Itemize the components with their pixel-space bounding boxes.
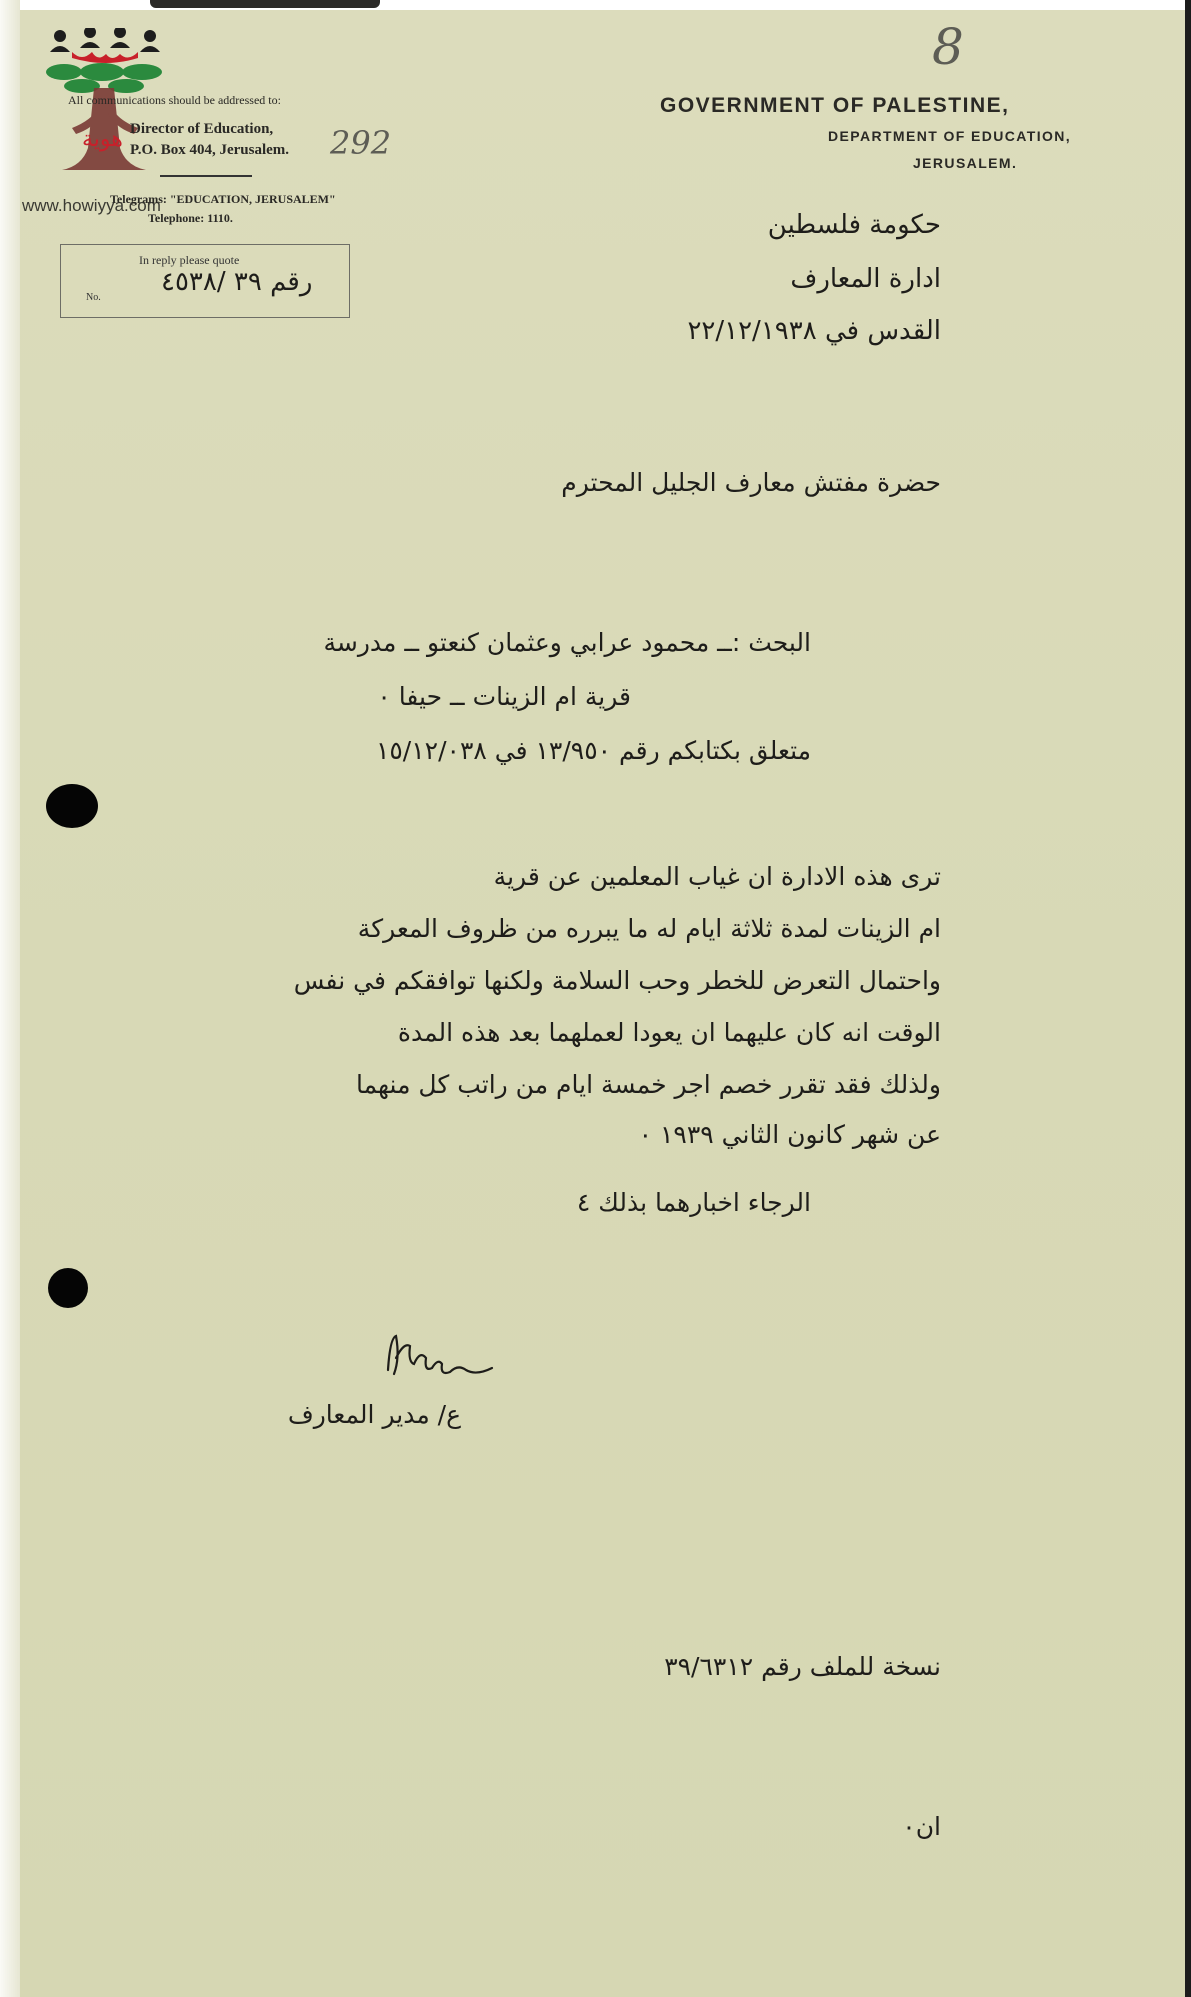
page-right-edge xyxy=(1185,0,1191,1997)
body-line: عن شهر كانون الثاني ١٩٣٩ ٠ xyxy=(638,1120,941,1149)
telegrams-line: Telegrams: "EDUCATION, JERUSALEM" xyxy=(110,192,336,206)
typist-initials: ان٠ xyxy=(902,1812,941,1841)
subject-line-3: متعلق بكتابكم رقم ١٣/٩٥٠ في ١٥/١٢/٠٣٨ xyxy=(375,736,811,765)
closing-line: الرجاء اخبارهما بذلك ٤ xyxy=(576,1188,811,1217)
arabic-department: ادارة المعارف xyxy=(790,264,941,294)
punch-hole xyxy=(48,1268,88,1308)
telephone-line: Telephone: 1110. xyxy=(148,211,233,225)
handwritten-signature xyxy=(380,1328,500,1388)
arabic-government: حكومة فلسطين xyxy=(767,210,941,240)
logo-lettering: هوية xyxy=(82,127,123,152)
body-line: الوقت انه كان عليهما ان يعودا لعملهما بعد هذه المدة xyxy=(397,1018,941,1047)
letter-date: القدس في ٢٢/١٢/١٩٣٨ xyxy=(687,316,941,346)
body-line: ام الزينات لمدة ثلاثة ايام له ما يبرره من ظروف المعركة xyxy=(357,914,941,943)
signer-title: ع/ مدير المعارف xyxy=(287,1400,461,1429)
address-line-1: Director of Education, xyxy=(130,121,274,137)
address-note: All communications should be addressed to: xyxy=(68,93,281,107)
government-heading: GOVERNMENT OF PALESTINE, xyxy=(660,94,1010,117)
reference-no-label: No. xyxy=(86,292,101,303)
body-line: واحتمال التعرض للخطر وحب السلامة ولكنها توافقكم في نفس xyxy=(293,966,941,995)
city-heading: JERUSALEM. xyxy=(913,155,1018,171)
punch-hole xyxy=(46,784,98,828)
scan-shadow xyxy=(150,0,380,8)
department-heading: DEPARTMENT OF EDUCATION, xyxy=(828,128,1072,144)
address-divider xyxy=(160,175,252,177)
body-line: ولذلك فقد تقرر خصم اجر خمسة ايام من راتب كل منهما xyxy=(355,1070,941,1099)
subject-line-1: البحث :ــ محمود عرابي وعثمان كنعتو ــ مدرسة xyxy=(323,628,811,657)
file-copy-note: نسخة للملف رقم ٣٩/٦٣١٢ xyxy=(664,1652,941,1681)
addressee: حضرة مفتش معارف الجليل المحترم xyxy=(561,468,941,497)
body-line: ترى هذه الادارة ان غياب المعلمين عن قرية xyxy=(493,862,941,891)
page-left-edge xyxy=(0,0,20,1997)
reference-quote-label: In reply please quote xyxy=(139,253,240,267)
subject-line-2: قرية ام الزينات ــ حيفا ٠ xyxy=(377,682,631,711)
reference-number: رقم ٣٩ /٤٥٣٨ xyxy=(161,267,313,297)
address-line-2: P.O. Box 404, Jerusalem. xyxy=(130,142,290,158)
watermark-url[interactable]: www.howiyya.com xyxy=(22,196,161,215)
folio-number: 8 xyxy=(932,18,964,76)
reference-box xyxy=(60,244,350,318)
document-number: 292 xyxy=(330,124,392,162)
